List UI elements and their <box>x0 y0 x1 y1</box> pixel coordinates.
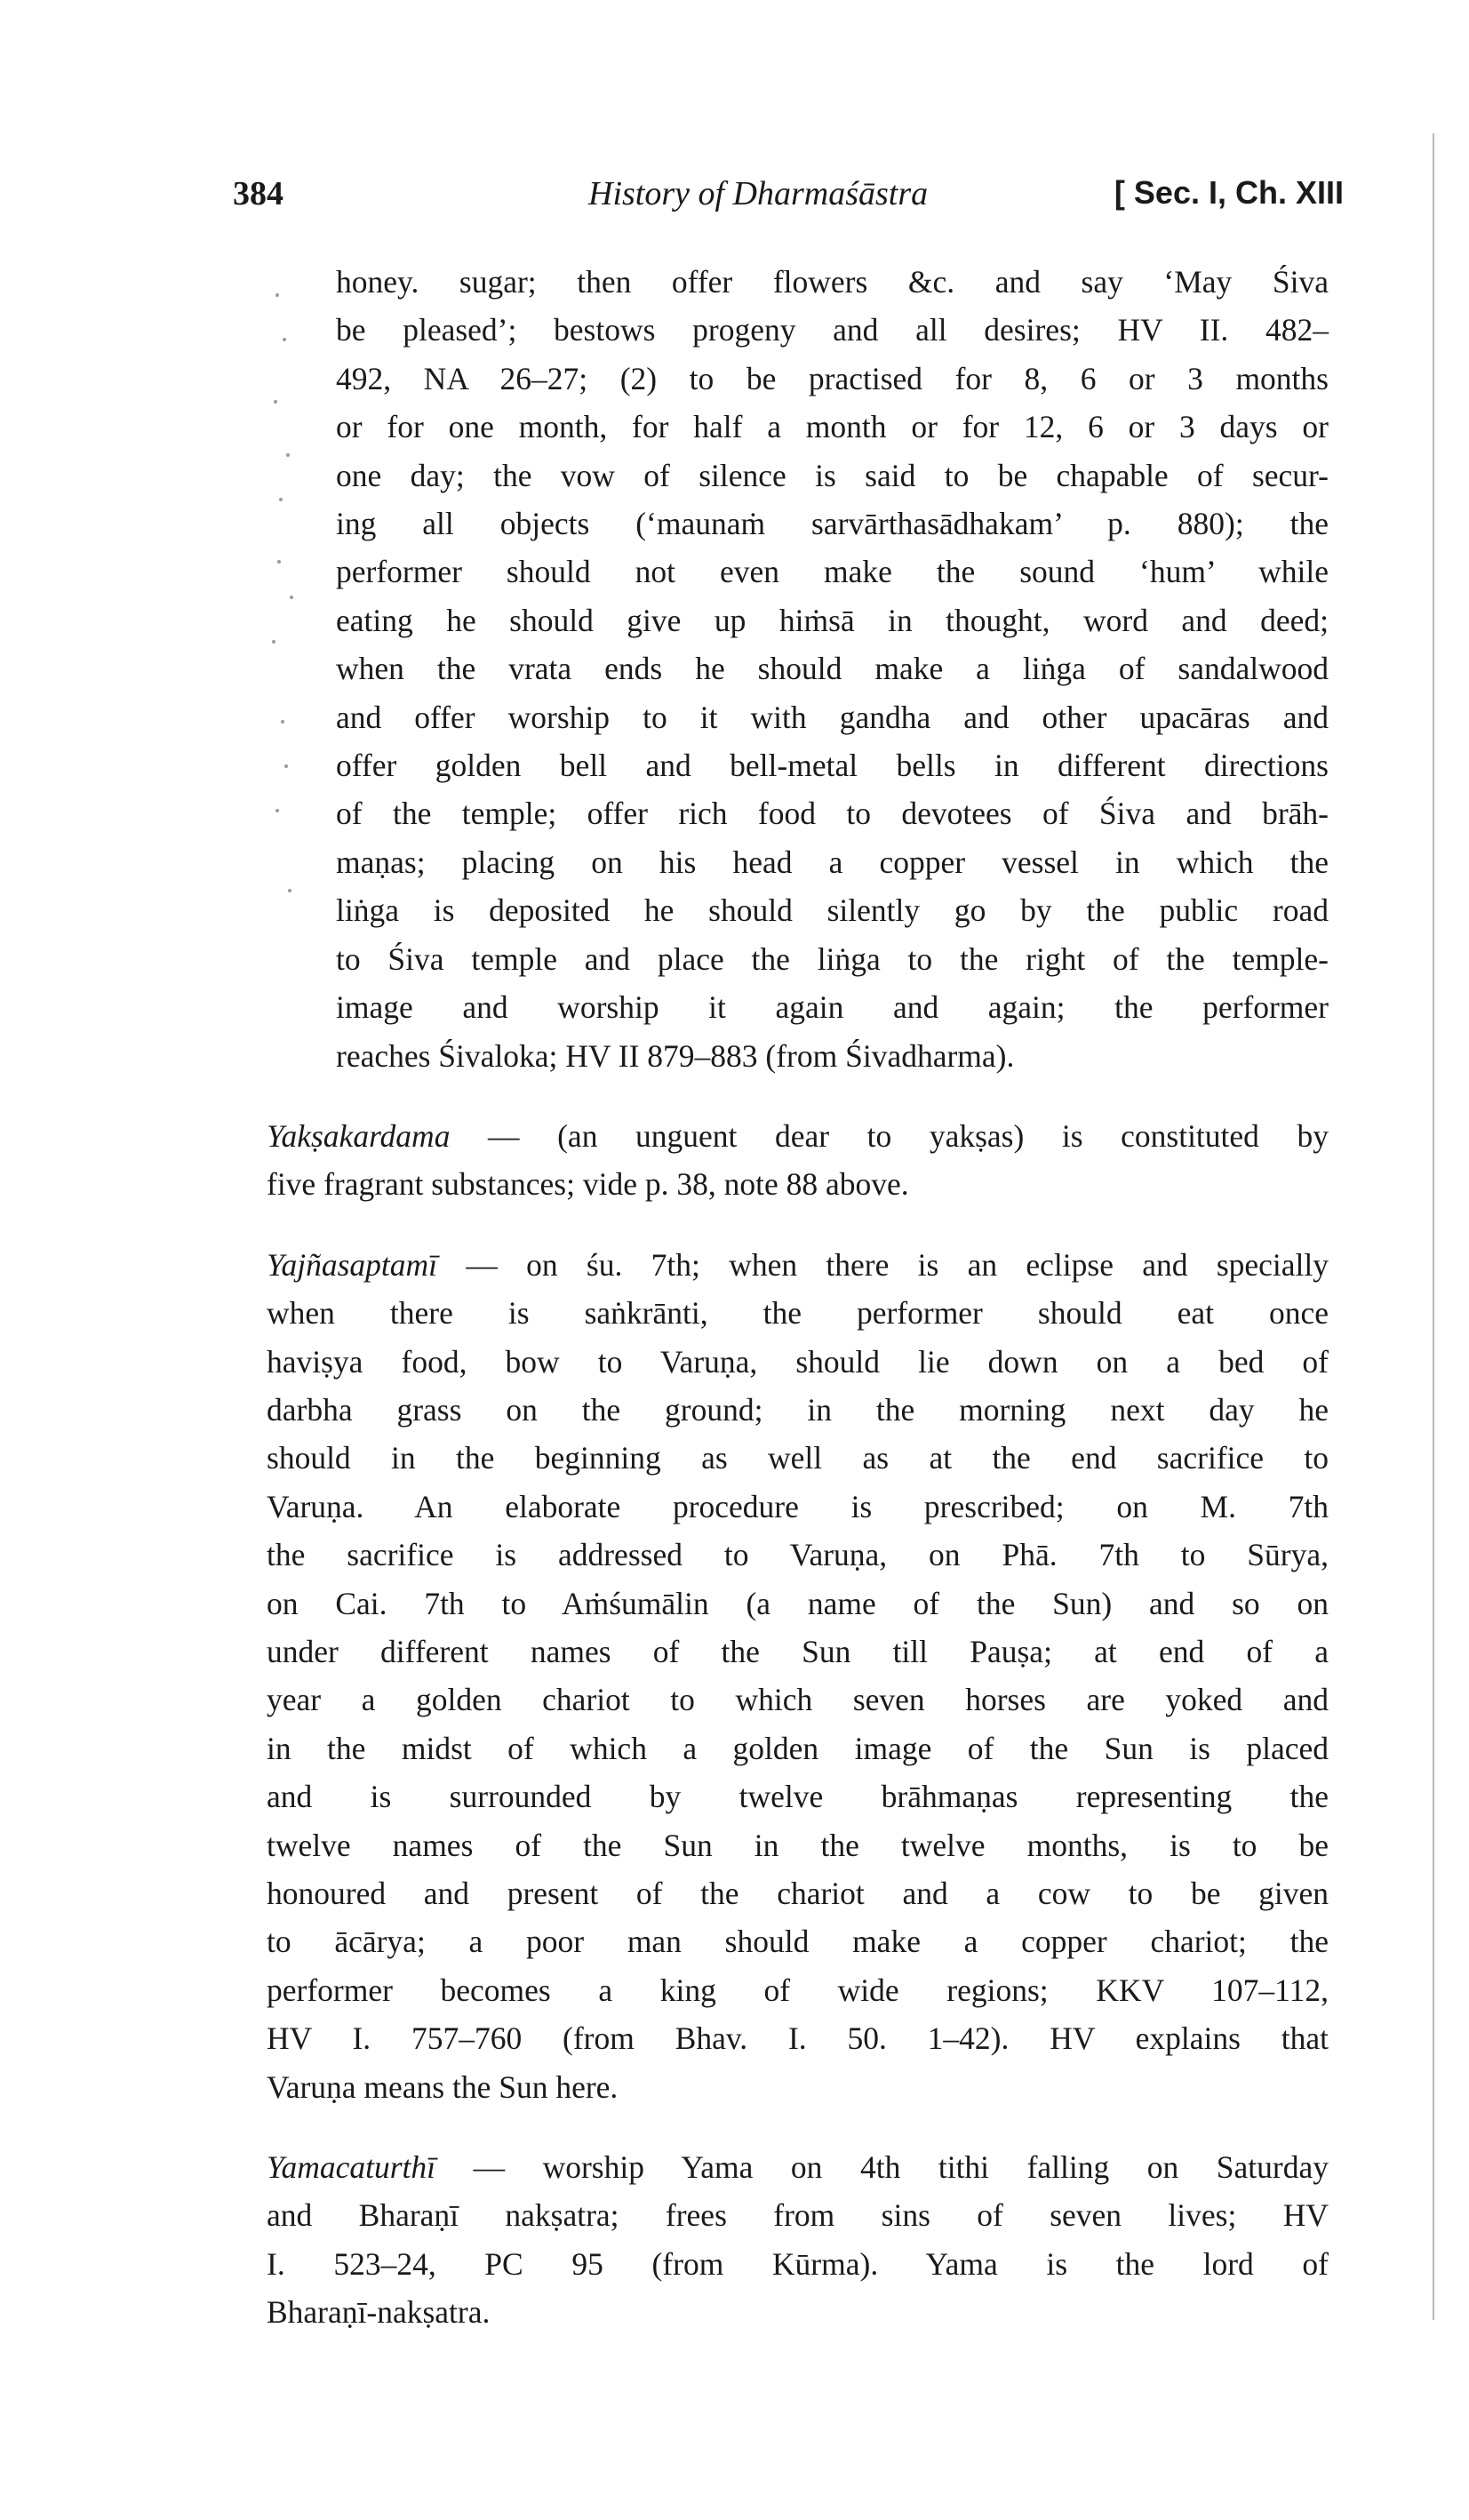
text-line: 492, NA 26–27; (2) to be practised for 8, 6 or 3 months <box>336 360 1329 396</box>
entry-term: Yamacaturthī <box>267 2149 436 2186</box>
text-line: I. 523–24, PC 95 (from Kūrma). Yama is the lord of <box>267 2245 1329 2282</box>
glossary-entry <box>267 1112 1329 1209</box>
text-line: and offer worship to it with gandha and other upacāras and <box>336 699 1329 735</box>
text-line: of the temple; offer rich food to devotees of Śiva and brāh- <box>336 796 1329 832</box>
page-number: 384 <box>233 175 283 212</box>
text-line: and is surrounded by twelve brāhmaṇas representing the <box>267 1779 1329 1815</box>
text-line: or for one month, for half a month or for 12, 6 or 3 days or <box>336 409 1329 445</box>
entry-definition-start: — on śu. 7th; when there is an eclipse and specially <box>437 1246 1329 1283</box>
text-line: performer becomes a king of wide regions; KKV 107–112, <box>267 1972 1329 2008</box>
text-line <box>267 2143 1329 2191</box>
text-line: Varuṇa means the Sun here. <box>267 2068 619 2105</box>
text-line: eating he should give up hiṁsā in thought, word and deed; <box>336 602 1329 638</box>
text-line: on Cai. 7th to Aṁśumālin (a name of the Sun) and so on <box>267 1585 1329 1621</box>
text-line: honoured and present of the chariot and a cow to be given <box>267 1876 1329 1911</box>
text-line: Varuṇa. An elaborate procedure is prescribed; on M. 7th <box>267 1488 1329 1524</box>
glossary-entry <box>267 2143 1329 2337</box>
text-line: to Śiva temple and place the liṅga to the right of the temple- <box>336 940 1329 977</box>
page-body <box>267 258 1329 2369</box>
text-line: five fragrant substances; vide p. 38, note 88 above. <box>267 1166 909 1203</box>
text-line: offer golden bell and bell-metal bells in different directions <box>336 748 1329 784</box>
text-line: twelve names of the Sun in the twelve months, is to be <box>267 1827 1329 1863</box>
text-line <box>267 1112 1329 1160</box>
entry-term: Yakṣakardama <box>267 1117 451 1154</box>
text-line <box>267 1241 1329 1289</box>
page-edge-rule <box>1433 133 1434 2320</box>
text-line: HV I. 757–760 (from Bhav. I. 50. 1–42). HV explains that <box>267 2020 1329 2057</box>
text-line: should in the beginning as well as at the end sacrifice to <box>267 1440 1329 1476</box>
text-line: to ācārya; a poor man should make a copper chariot; the <box>267 1924 1329 1960</box>
text-line: darbha grass on the ground; in the morning next day he <box>267 1391 1329 1428</box>
text-line: be pleased’; bestows progeny and all desires; HV II. 482– <box>336 312 1329 348</box>
running-title: History of Dharmaśāstra <box>588 175 929 212</box>
text-line: reaches Śivaloka; HV II 879–883 (from Śivadharma). <box>336 1037 1015 1074</box>
entry-definition-start: — (an unguent dear to yakṣas) is constituted by <box>450 1117 1329 1154</box>
text-line: one day; the vow of silence is said to be chapable of secur- <box>336 457 1329 493</box>
text-line: maṇas; placing on his head a copper vessel in which the <box>336 844 1329 880</box>
text-line: in the midst of which a golden image of the Sun is placed <box>267 1730 1329 1766</box>
running-header <box>233 174 1344 228</box>
text-line: performer should not even make the sound ‘hum’ while <box>336 554 1329 590</box>
section-label: [ Sec. I, Ch. XIII <box>1114 174 1344 211</box>
entry-term: Yajñasaptamī <box>267 1246 438 1283</box>
text-line: Bharaṇī-nakṣatra. <box>267 2294 491 2331</box>
text-line: under different names of the Sun till Pauṣa; at end of a <box>267 1633 1329 1669</box>
entry-list <box>267 1112 1329 2337</box>
entry-definition-start: — worship Yama on 4th tithi falling on Saturday <box>435 2149 1329 2186</box>
text-line: image and worship it again and again; the performer <box>336 989 1329 1026</box>
glossary-entry <box>267 1241 1329 2111</box>
text-line: when the vrata ends he should make a liṅga of sandalwood <box>336 651 1329 687</box>
continuation-paragraph <box>267 258 1329 1080</box>
text-line: when there is saṅkrānti, the performer should eat once <box>267 1295 1329 1332</box>
text-line: and Bharaṇī nakṣatra; frees from sins of seven lives; HV <box>267 2197 1329 2234</box>
text-line: year a golden chariot to which seven horses are yoked and <box>267 1682 1329 1718</box>
text-line: the sacrifice is addressed to Varuṇa, on Phā. 7th to Sūrya, <box>267 1537 1329 1573</box>
text-line: liṅga is deposited he should silently go by the public road <box>336 892 1329 929</box>
text-line: haviṣya food, bow to Varuṇa, should lie down on a bed of <box>267 1343 1329 1380</box>
text-line: honey. sugar; then offer flowers &c. and say ‘May Śiva <box>336 264 1329 300</box>
text-line: ing all objects (‘maunaṁ sarvārthasādhakam’ p. 880); the <box>336 506 1329 542</box>
